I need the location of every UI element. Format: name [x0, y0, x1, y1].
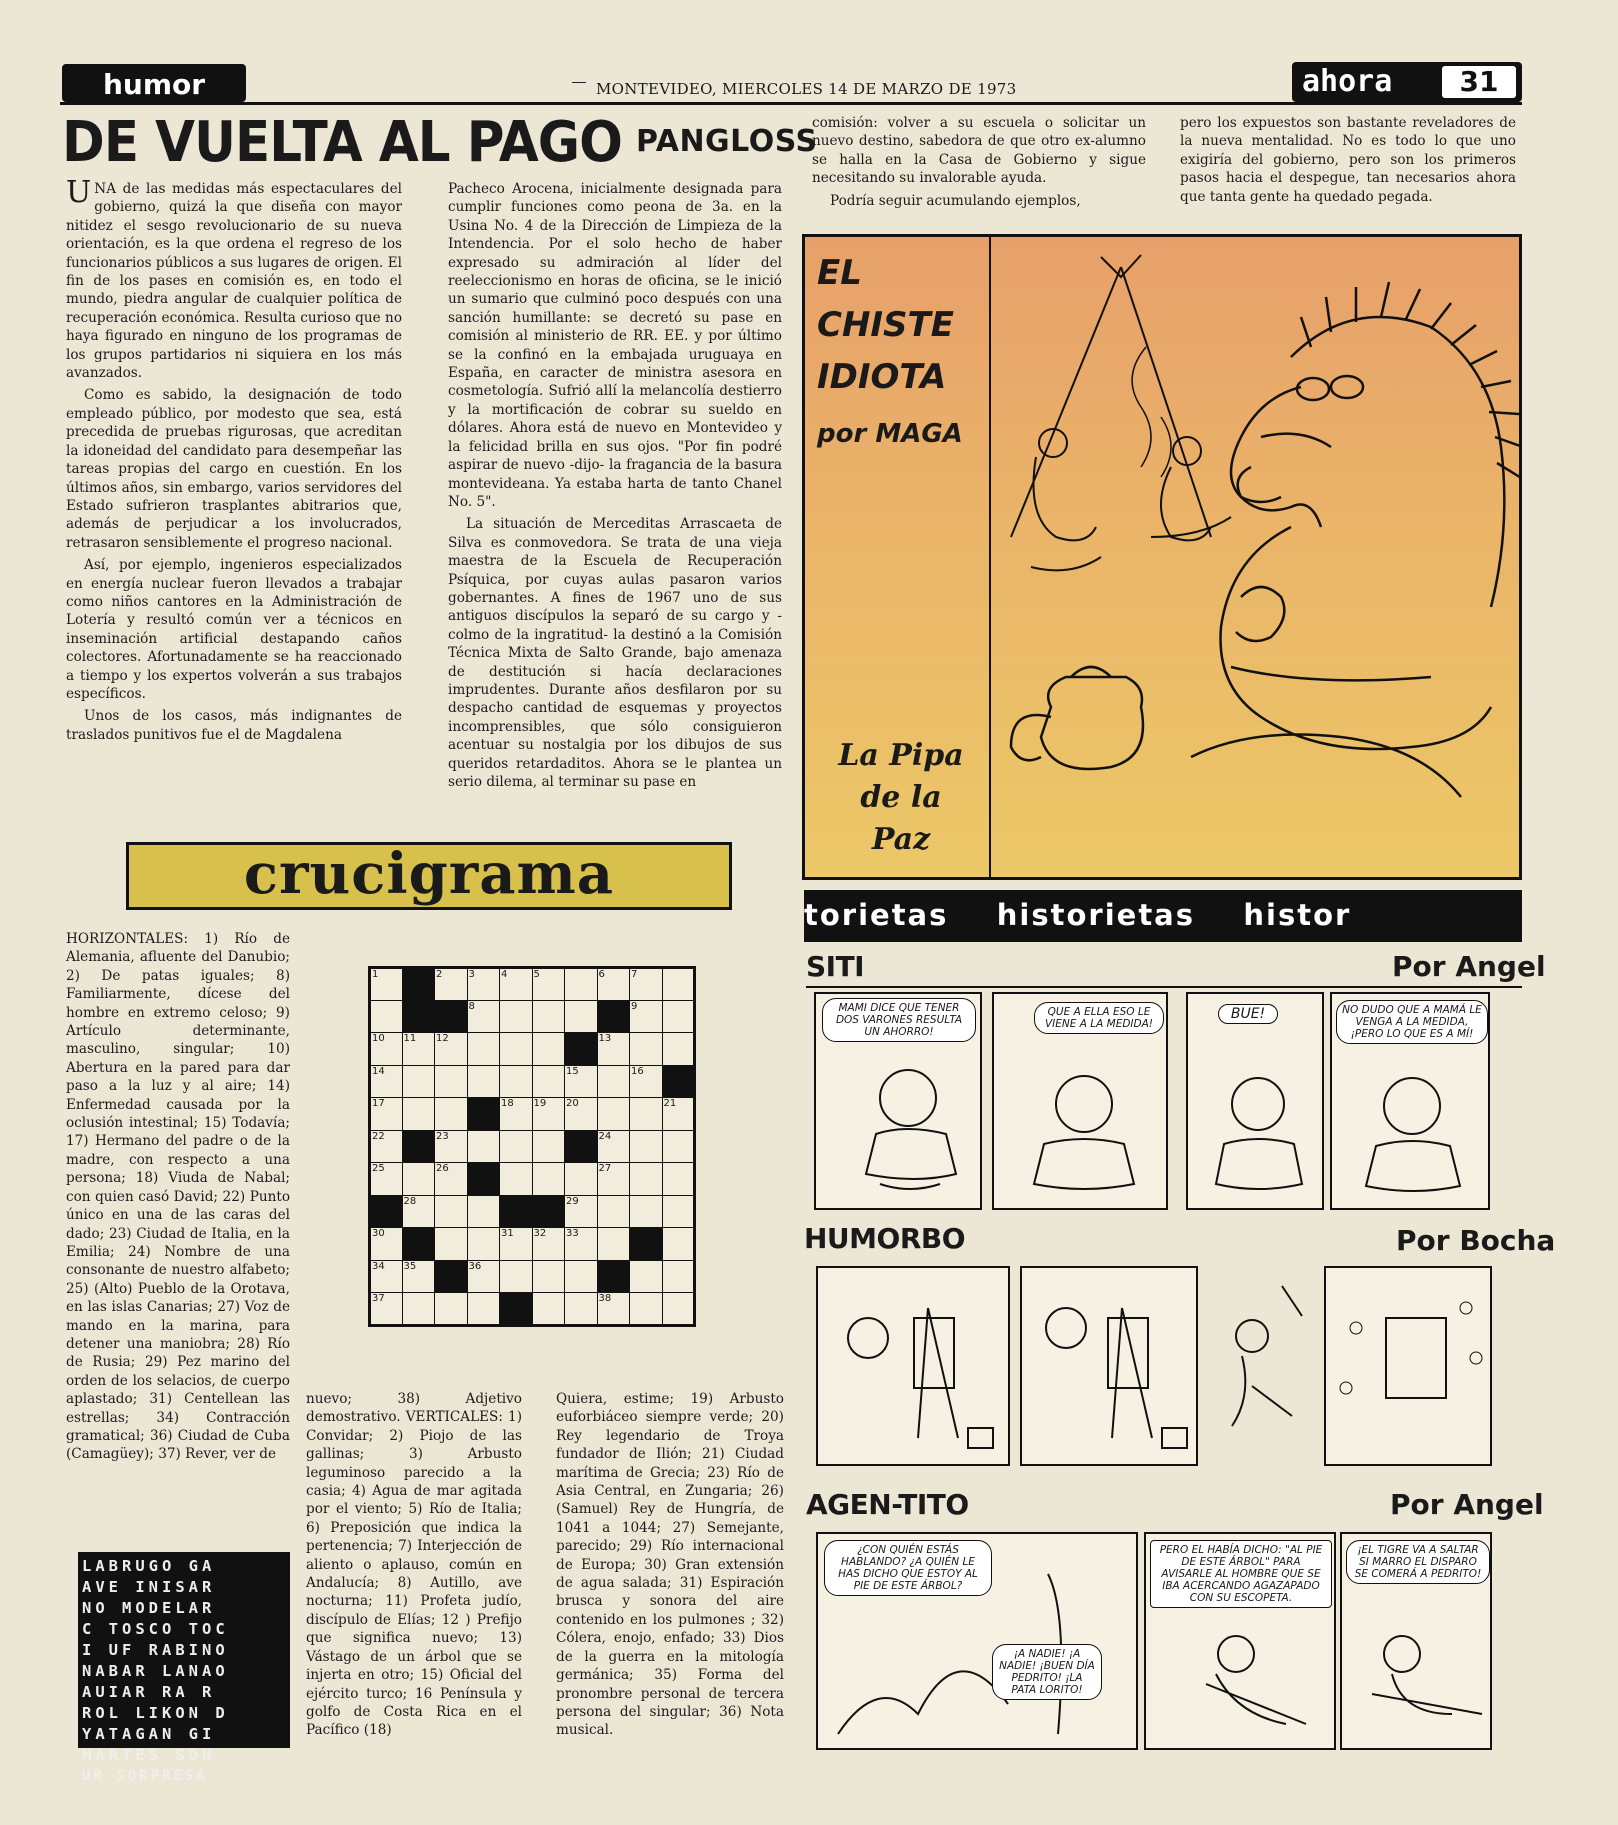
strip-author: Por Angel	[1390, 1488, 1544, 1521]
article-column-2	[448, 180, 782, 795]
dateline-dash	[572, 82, 586, 83]
strip-rule	[806, 986, 1522, 988]
canvas-explosion-drawing	[1326, 1268, 1492, 1466]
speech-bubble: BUE!	[1218, 1004, 1278, 1024]
solution-row: I UF RABINO	[82, 1641, 229, 1659]
caption-line: La Pipa	[838, 738, 964, 773]
solution-row: YATAGAN GI	[82, 1725, 216, 1743]
crossword-solution	[78, 1552, 290, 1784]
clues-text: Quiera, estime; 19) Arbusto euforbiáceo siempre verde; 20) Rey legendario de Troya fundador de Ilión; 21) Ciudad marítima de Grecia; 23) Río de Asia Central, en Zungaria; 26) (Samuel) Rey de Hungría, de 1041 a 1044; 27) Semejante, parecido; 29) Río internacional de Europa; 30) Gran extensión de agua salada; 31) Espiración brusca y sonora del aire contenido en los pulmones ; 32) Cólera, enojo, enfado; 33) Dios de la guerra en la mitología germánica; 35) Forma del pronombre personal de tercera persona del singular; 36) Nota musical.	[556, 1391, 784, 1739]
paragraph: La situación de Merceditas Arrascaeta de Silva es conmovedora. Se trata de una vieja maestra de la Escuela de Recuperación Psíquica, por cuyas aulas pasaron varios gobernantes. A fines de 1967 uno de sus antiguos discípulos la separó de su cargo y -colmo de la ingratitud- la destinó a la Comisión Técnica Mixta de Salto Grande, bajo amenaza de destitución si hacía declaraciones imprudentes. Durante años desfilaron por su despacho cantidad de esquemas y proyectos incomprensibles, que sólo consiguieron acentuar su nostalgia por los dibujos de sus queridos retardaditos. Ahora se le plantea un serio dilema, al terminar su pase en	[448, 516, 782, 790]
solution-row: C TOSCO TOC	[82, 1620, 229, 1638]
article-column-4	[1180, 114, 1516, 210]
paragraph: Como es sabido, la designación de todo empleado público, por modesto que sea, está precedida de pruebas rigurosas, que acreditan la idoneidad del candidato para desempeñar las tareas propias del cargo en cuestión. En los últimos años, sin embargo, varios servidores del Estado sufrieron trasplantes abitrarios que, además de perjudicar a los involucrados, retrasaron sensiblemente el progreso nacional.	[66, 387, 402, 551]
article-author: PANGLOSS	[636, 124, 818, 159]
cartoon-title-line: IDIOTA	[817, 357, 947, 397]
speech-bubble: MAMI DICE QUE TENER DOS VARONES RESULTA UN AHORRO!	[822, 998, 976, 1042]
speech-bubble: QUE A ELLA ESO LE VIENE A LA MEDIDA!	[1034, 1002, 1164, 1034]
paragraph: Así, por ejemplo, ingenieros especializados en energía nuclear fueron llevados a trabajar como niños cantores en la Administración de Lotería y resultó común ver a técnicos en inseminación artificial destapando caños colectores. Afortunadamente se ha reaccionado a tiempo y los expertos volverán a sus trabajos específicos.	[66, 557, 402, 702]
crossword-clues-horizontal	[66, 930, 290, 1468]
article-column-3	[812, 114, 1146, 214]
painter-drawing	[818, 1268, 1010, 1466]
comic-panel	[1202, 1266, 1322, 1466]
boy-drawing	[1188, 994, 1324, 1210]
solution-row: UR SORPRESA	[82, 1768, 208, 1784]
comic-panel	[1186, 992, 1324, 1210]
paragraph: Pacheco Arocena, inicialmente designada para cumplir funciones como peona de 3a. en la Usina No. 4 de la Dirección de Limpieza de la Intendencia. Por el solo hecho de haber expresado su admiración al líder del reeleccionismo en horas de oficina, se le inició un sumario que culminó poco después con una sanción humillante: se decretó su pase en comisión al ministerio de RR. EE. y por último se la confinó en la embajada uruguaya en España, en caracter de ministra asesora en cosmetología. Sufrió allí la melancolía destierro y la mortificación de cobrar su sueldo en dólares. Ahora está de nuevo en Montevideo y la felicidad brilla en sus ojos. "Por fin podré aspirar de nuevo -dijo- la fragancia de la basura montevideana. Ya estaba harta de tanto Chanel No. 5".	[448, 181, 782, 510]
paragraph: Podría seguir acumulando ejemplos,	[830, 192, 1081, 209]
header-rule	[60, 102, 1522, 105]
article-title: DE VUELTA AL PAGO	[62, 110, 623, 175]
crossword-grid[interactable]: 1 2 3 4 5 6 7 8 9 10 11 12 13 14 15 16 17 18 19 20 21 22 23 24 25 26 27 28 29 30 31 32 33 34 35 36 37 38	[368, 966, 696, 1327]
strip-title: HUMORBO	[804, 1222, 966, 1255]
solution-row: ROL LIKON D	[82, 1704, 229, 1722]
caption-box: PERO EL HABÍA DICHO: "AL PIE DE ESTE ÁRBOL" PARA AVISARLE AL HOMBRE QUE SE IBA ACERCANDO AGAZAPADO CON SU ESCOPETA.	[1150, 1540, 1332, 1608]
speech-bubble: NO DUDO QUE A MAMÁ LE VENGA A LA MEDIDA, ¡PERO LO QUE ES A MÍ!	[1336, 1000, 1488, 1044]
strip-author: Por Bocha	[1396, 1224, 1556, 1257]
solution-row: AVE INISAR	[82, 1578, 216, 1596]
painter-running-drawing	[1202, 1266, 1322, 1466]
brand-name: ahora	[1302, 64, 1393, 99]
cartoon-el-chiste-idiota	[802, 234, 1522, 880]
strip-author: Por Angel	[1392, 950, 1546, 983]
crossword-clues-vertical-1	[306, 1390, 522, 1744]
cartoon-title-line: EL	[817, 253, 862, 293]
section-tag: humor	[62, 64, 246, 102]
strip-title: AGEN-TITO	[806, 1488, 969, 1521]
solution-row: AUIAR RA R	[82, 1683, 216, 1701]
article-column-1	[66, 175, 402, 748]
clues-text: HORIZONTALES: 1) Río de Alemania, afluente del Danubio; 2) De patas iguales; 8) Familiarmente, dícese del hombre en extremo celoso; 9) Artículo determinante, masculino, singular; 10) Abertura en la pared para dar paso a la luz y al aire; 14) Enfermedad causada por la oclusión intestinal; 15) Todavía; 17) Hermano del padre o de la madre, con respecto a una persona; 18) Viuda de Nabal; con quien casó David; 22) Punto único en una de las caras del dado; 23) Ciudad de Italia, en la Emilia; 24) Nombre de una consonante de nuestro alfabeto; 25) (Alto) Pueblo de la Orotava, en las islas Canarias; 27) Voz de mando en la marina, para detener una maniobra; 28) Río de Rusia; 29) Pez marino del orden de los selacios, de cuerpo aplastado; 31) Centellean las estrellas; 34) Contracción gramatical; 36) Ciudad de Cuba (Camagüey); 37) Rever, ver de	[66, 931, 290, 1463]
cartoon-caption	[815, 735, 987, 861]
comic-panel	[814, 992, 982, 1210]
dateline: MONTEVIDEO, MIERCOLES 14 DE MARZO DE 1973	[596, 80, 1017, 98]
speech-bubble: ¡EL TIGRE VA A SALTAR SI MARRO EL DISPARO SE COMERÁ A PEDRITO!	[1346, 1540, 1490, 1584]
comic-panel	[1020, 1266, 1198, 1466]
comic-panel	[1144, 1532, 1336, 1750]
crossword-title: crucigrama	[243, 841, 615, 907]
solution-row: NO MODELAR	[82, 1599, 216, 1617]
painter-drawing	[1022, 1268, 1198, 1466]
comic-panel	[1330, 992, 1490, 1210]
cartoon-author: por MAGA	[817, 419, 963, 449]
solution-row: MARTES SON	[82, 1746, 216, 1764]
crossword-clues-vertical-2	[556, 1390, 784, 1744]
caption-line: de la	[860, 780, 942, 815]
comic-panel	[816, 1532, 1138, 1750]
speech-bubble: ¡A NADIE! ¡A NADIE! ¡BUEN DÍA PEDRITO! ¡LA PATA LORITO!	[992, 1644, 1102, 1700]
clues-text: nuevo; 38) Adjetivo demostrativo. VERTICALES: 1) Convidar; 2) Piojo de las gallinas; 3) Arbusto leguminoso parecido a la casia; 4) Agua de mar agitada por el viento; 5) Río de Italia; 6) Preposición que indica la pertenencia; 7) Interjección de aliento o aplauso, común en Andalucía; 8) Autillo, ave nocturna; 11) Profeta judío, discípulo de Elías; 12 ) Prefijo que significa nuevo; 13) Vástago de un árbol que se injerta en otro; 15) Oficial del ejército turco; 16 Península y golfo de Costa Rica en el Pacífico (18)	[306, 1391, 522, 1739]
page-number: 31	[1442, 66, 1516, 98]
strip-title: SITI	[806, 950, 865, 983]
paragraph: pero los expuestos son bastante reveladores de la nueva mentalidad. No es todo lo que uno exigiría del gobierno, pero son los primeros pasos hacia el despegue, tan necesarios ahora que tanta gente ha quedado pegada.	[1180, 115, 1516, 205]
solution-row: LABRUGO GA	[82, 1557, 216, 1575]
comics-band-text: torietas historietas histor	[804, 898, 1352, 932]
comic-panel	[992, 992, 1168, 1210]
comic-panel	[1340, 1532, 1492, 1750]
indian-chief-illustration	[991, 237, 1521, 877]
caption-line: Paz	[871, 822, 931, 857]
solution-row: NABAR LANAO	[82, 1662, 229, 1680]
paragraph: comisión: volver a su escuela o solicitar un nuevo destino, sabedora de que otro ex-alumno se halla en la Casa de Gobierno y sigue necesitando su invalorable ayuda.	[812, 115, 1146, 187]
paragraph: Unos de los casos, más indignantes de traslados punitivos fue el de Magdalena	[66, 708, 402, 743]
cartoon-title-line: CHISTE	[817, 305, 954, 345]
paragraph: UNA de las medidas más espectaculares del gobierno, quizá la que diseña con mayor nitidez el sesgo revolucionario de su nueva orientación, es la que ordena el regreso de los funcionarios públicos a sus lugares de origen. El fin de los pases en comisión es, en todo el mundo, piedra angular de cualquier política de recuperación económica. Resulta curioso que no haya figurado en ninguno de los programas de los grupos partidarios ni siquiera en los más avanzados.	[66, 175, 402, 382]
speech-bubble: ¿CON QUIÉN ESTÁS HABLANDO? ¿A QUIÉN LE HAS DICHO QUE ESTOY AL PIE DE ESTE ÁRBOL?	[824, 1540, 992, 1596]
comic-panel	[1324, 1266, 1492, 1466]
cartoon-title	[817, 247, 987, 403]
comic-panel	[816, 1266, 1010, 1466]
